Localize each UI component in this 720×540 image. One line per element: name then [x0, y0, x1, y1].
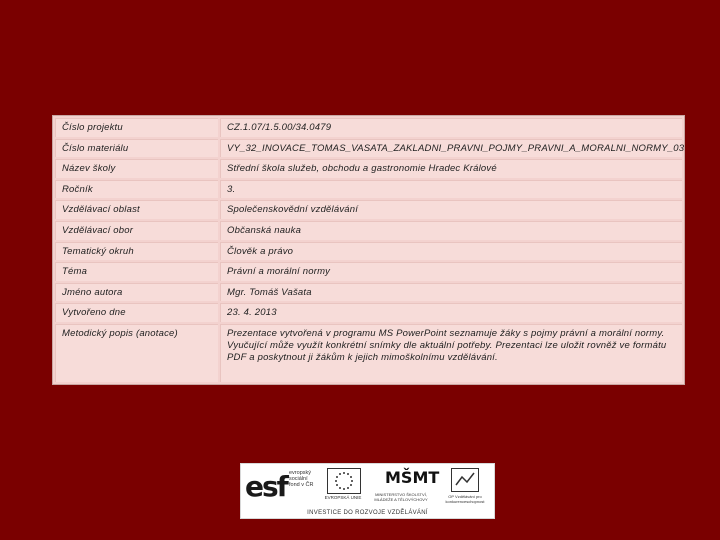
eu-flag-icon: [327, 468, 361, 494]
op-text: OP Vzdělávání pro konkurenceschopnost: [445, 494, 485, 504]
row-value: Společenskovědní vzdělávání: [220, 200, 682, 219]
row-label: Téma: [55, 262, 218, 281]
row-value: Střední škola služeb, obchodu a gastronomie Hradec Králové: [220, 159, 682, 178]
row-value: 23. 4. 2013: [220, 303, 682, 322]
row-label: Vzdělávací oblast: [55, 200, 218, 219]
table-row: [55, 221, 682, 240]
logo-strip: [240, 463, 495, 519]
table-row: [55, 200, 682, 219]
row-value: Občanská nauka: [220, 221, 682, 240]
row-label: Vytvořeno dne: [55, 303, 218, 322]
row-label: Číslo materiálu: [55, 139, 218, 158]
row-value: Člověk a právo: [220, 242, 682, 261]
row-label: Číslo projektu: [55, 118, 218, 137]
row-value: VY_32_INOVACE_TOMAS_VASATA_ZAKLADNI_PRAVNI_POJMY_PRAVNI_A_MORALNI_NORMY_03: [220, 139, 682, 158]
esf-logo: [245, 468, 315, 508]
msmt-text: MINISTERSTVO ŠKOLSTVÍ, MLÁDEŽE A TĚLOVÝCHOVY: [374, 492, 428, 502]
table-row: [55, 283, 682, 302]
row-value: Prezentace vytvořená v programu MS PowerPoint seznamuje žáky s pojmy právní a morální normy. Vyučující může využít konkrétní snímky dle aktuální potřeby. Prezentaci lze uložit rovněž ve formátu PDF a poskytnout ji žákům k jejich mimoškolnímu vzdělávání.: [220, 324, 682, 382]
eu-text: EVROPSKÁ UNIE: [324, 495, 362, 500]
table-row: [55, 303, 682, 322]
op-logo: [439, 468, 491, 510]
table-row: [55, 159, 682, 178]
table-row: [55, 324, 682, 382]
table-row: [55, 262, 682, 281]
msmt-mark: MŠMT: [385, 468, 440, 487]
table-row: [55, 242, 682, 261]
row-label: Název školy: [55, 159, 218, 178]
op-emblem-icon: [451, 468, 479, 492]
msmt-logo: [371, 468, 440, 510]
esf-mark: esf: [245, 470, 287, 503]
esf-text: evropský sociální fond v ČR: [289, 470, 314, 488]
table-row: [55, 118, 682, 137]
row-value: Právní a morální normy: [220, 262, 682, 281]
row-value: CZ.1.07/1.5.00/34.0479: [220, 118, 682, 137]
metadata-table: [52, 115, 685, 385]
row-label: Tematický okruh: [55, 242, 218, 261]
table-row: [55, 180, 682, 199]
row-label: Vzdělávací obor: [55, 221, 218, 240]
row-label: Metodický popis (anotace): [55, 324, 218, 382]
row-label: Jméno autora: [55, 283, 218, 302]
eu-logo: [321, 468, 365, 510]
row-value: 3.: [220, 180, 682, 199]
investment-caption: INVESTICE DO ROZVOJE VZDĚLÁVÁNÍ: [307, 510, 428, 516]
table-row: [55, 139, 682, 158]
row-label: Ročník: [55, 180, 218, 199]
row-value: Mgr. Tomáš Vašata: [220, 283, 682, 302]
